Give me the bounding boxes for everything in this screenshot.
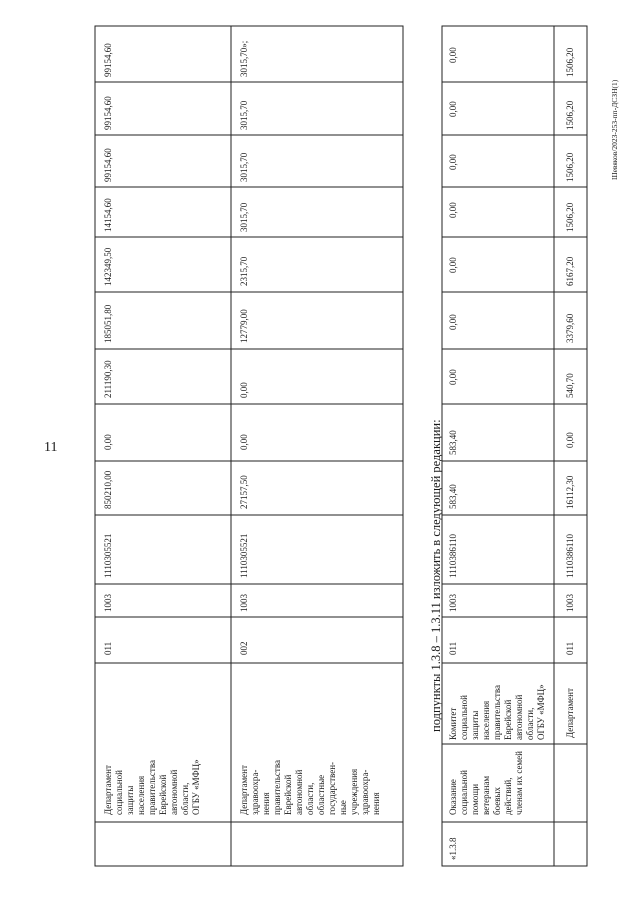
lower-row2-name: Департамент <box>565 688 575 738</box>
lower-row1-csr: 1110386110 <box>448 534 458 578</box>
upper-row1-v2: 211190,30 <box>103 360 113 398</box>
upper-row2-v6: 3015,70 <box>239 152 249 182</box>
upper-row1-v8: 99154,60 <box>103 43 113 77</box>
lower-row2-v7: 1506,20 <box>565 100 575 130</box>
lower-row1-v6: 0,00 <box>448 154 458 170</box>
lower-row2-v2: 540,70 <box>565 373 575 398</box>
upper-row2-v7: 3015,70 <box>239 100 249 130</box>
upper-row2-grbs: 002 <box>239 641 249 655</box>
lower-event-name: Оказание социальной помощи ветеранам боевых действий, членам их семей <box>448 751 524 815</box>
lower-row2-rz: 1003 <box>565 594 575 612</box>
upper-row1-csr: 1110305521 <box>103 533 113 578</box>
upper-row2-v0: 27157,50 <box>239 475 249 509</box>
lower-row1-v8: 0,00 <box>448 47 458 63</box>
upper-row2-v5: 3015,70 <box>239 202 249 232</box>
lower-row1-v0: 583,40 <box>448 484 458 509</box>
lower-row1-v2: 0,00 <box>448 369 458 385</box>
upper-row2-v2: 0,00 <box>239 382 249 398</box>
upper-row2-rz: 1003 <box>239 594 249 612</box>
lower-row2-v3: 3379,60 <box>565 313 575 343</box>
section-heading: подпункты 1.3.8 – 1.3.11 изложить в следующей редакции: <box>429 419 443 732</box>
upper-row1-v1: 0,00 <box>103 434 113 450</box>
lower-row2-csr: 1110386110 <box>565 534 575 578</box>
upper-row1-name: Департамент социальной защиты населения правительства Еврейской автономной области, ОГБУ «МФЦ» <box>103 759 201 815</box>
document-footer: Шевяков/2023-253-пп-ДСЗН(1) <box>610 79 619 180</box>
upper-row1-grbs: 011 <box>103 641 113 655</box>
upper-row2-name: Департамент здравоохра- нения правительства Еврейской автономной области, областные государствен- ные учреждения здравоохра- нения <box>239 760 381 815</box>
upper-row1-rz: 1003 <box>103 594 113 612</box>
upper-row2-csr: 1110305521 <box>239 533 249 578</box>
lower-row1-v1: 583,40 <box>448 430 458 455</box>
upper-row2-v4: 2315,70 <box>239 256 249 286</box>
lower-row1-rz: 1003 <box>448 594 458 612</box>
upper-row1-v3: 185051,80 <box>103 304 113 343</box>
page-number: 11 <box>44 440 58 455</box>
lower-row1-v7: 0,00 <box>448 101 458 117</box>
lower-row2-v4: 6167,20 <box>565 256 575 286</box>
upper-row2-v3: 12779,00 <box>239 309 249 343</box>
upper-row1-v4: 142349,50 <box>103 247 113 286</box>
upper-row1-v6: 99154,60 <box>103 148 113 182</box>
lower-row2-v8: 1506,20 <box>565 47 575 77</box>
lower-row2-grbs: 011 <box>565 641 575 655</box>
lower-row2-v0: 16112,30 <box>565 475 575 509</box>
lower-row1-v4: 0,00 <box>448 257 458 273</box>
upper-row2-v8: 3015,70»; <box>239 40 249 77</box>
lower-row1-name: Комитет социальной защиты населения правительства Еврейской автономной области, ОГБУ «МФЦ» <box>448 684 546 740</box>
upper-row2-v1: 0,00 <box>239 434 249 450</box>
lower-row2-v6: 1506,20 <box>565 152 575 182</box>
lower-row1-v5: 0,00 <box>448 202 458 218</box>
lower-row2-v5: 1506,20 <box>565 202 575 232</box>
lower-row1-grbs: 011 <box>448 641 458 655</box>
lower-row-number: «1.3.8 <box>448 837 458 860</box>
upper-row1-v5: 14154,60 <box>103 198 113 232</box>
lower-row1-v3: 0,00 <box>448 314 458 330</box>
lower-row2-v1: 0,00 <box>565 432 575 448</box>
upper-row1-v0: 850210,00 <box>103 470 113 509</box>
upper-row1-v7: 99154,60 <box>103 96 113 130</box>
